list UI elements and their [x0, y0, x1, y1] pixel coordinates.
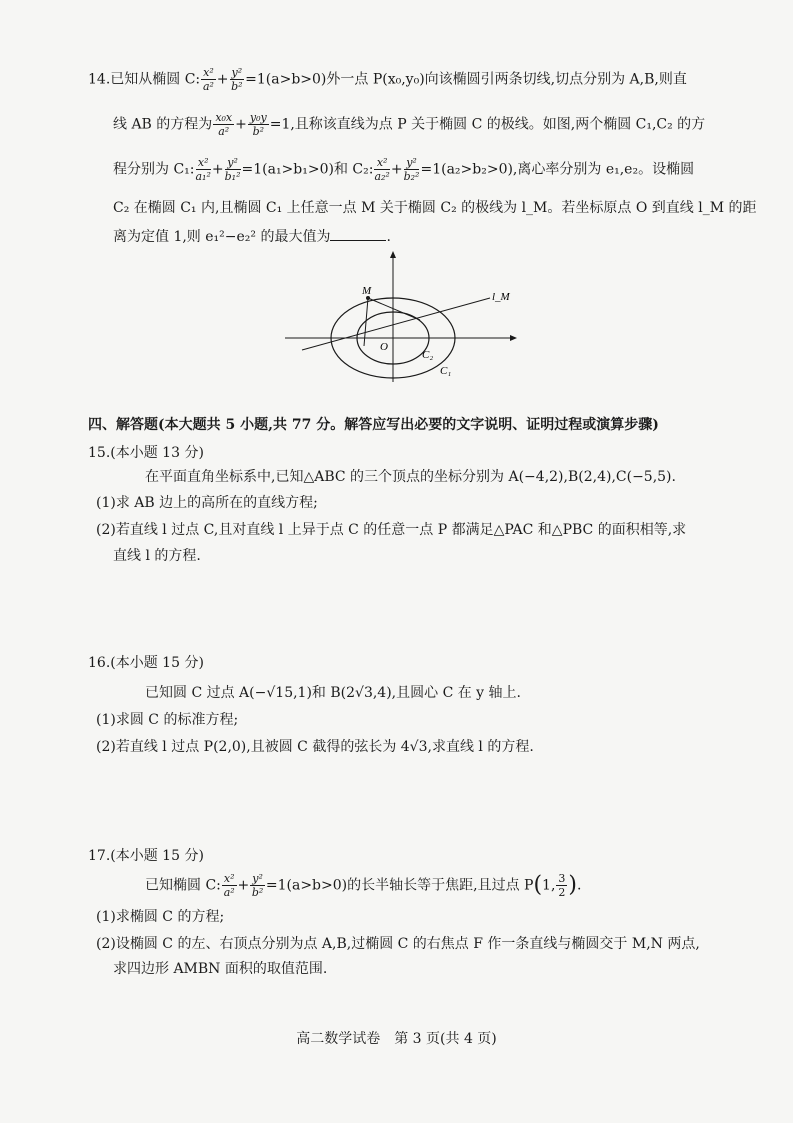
- tangent-line-2: [368, 298, 420, 320]
- q16-part-1: (1)求圆 C 的标准方程;: [96, 712, 239, 728]
- answer-blank: [330, 226, 386, 241]
- q17-part-2b: 求四边形 AMBN 面积的取值范围.: [113, 961, 328, 977]
- q16-head: 16.(本小题 15 分): [88, 655, 204, 671]
- q17-part-1: (1)求椭圆 C 的方程;: [96, 909, 225, 925]
- q14-line-2: 线 AB 的方程为 $\frac{\text{x₀x}}{\text{a²}}$ + $\frac{\text{y₀y}}{\text{b²}}$ =1,且称该直线为点 P 关于椭圆 C 的极线。如图,两个椭圆 C₁,C₂ 的方: [113, 111, 706, 138]
- q14-line-4: C₂ 在椭圆 C₁ 内,且椭圆 C₁ 上任意一点 M 关于椭圆 C₂ 的极线为 l_M。若坐标原点 O 到直线 l_M 的距: [113, 200, 757, 216]
- label-lm: l_M: [492, 291, 510, 303]
- section-heading: 四、解答题(本大题共 5 小题,共 77 分。解答应写出必要的文字说明、证明过程或演算步骤): [88, 417, 659, 433]
- y-axis-arrow: [390, 251, 396, 258]
- label-o: O: [380, 341, 388, 353]
- q14-line-1: 14.已知从椭圆 C: $\frac{\text{x²}}{\text{a²}}$ + $\frac{\text{y²}}{\text{b²}}$ =1(a>b>0)外一点 P(x₀,y₀)向该椭圆引两条切线,切点分别为 A,B,则直: [88, 66, 687, 93]
- x-axis-arrow: [510, 335, 517, 341]
- page-footer: 高二数学试卷 第 3 页(共 4 页): [296, 1031, 497, 1047]
- q15-part-2a: (2)若直线 l 过点 C,且对直线 l 上异于点 C 的任意一点 P 都满足△PAC 和△PBC 的面积相等,求: [96, 522, 687, 538]
- q15-part-1: (1)求 AB 边上的高所在的直线方程;: [96, 495, 318, 511]
- q17-part-2a: (2)设椭圆 C 的左、右顶点分别为点 A,B,过椭圆 C 的右焦点 F 作一条直线与椭圆交于 M,N 两点,: [96, 936, 700, 952]
- q16-part-2: (2)若直线 l 过点 P(2,0),且被圆 C 截得的弦长为 4√3,求直线 l 的方程.: [96, 739, 534, 755]
- q16-stem: 已知圆 C 过点 A(−√15,1)和 B(2√3,4),且圆心 C 在 y 轴上.: [145, 685, 521, 701]
- q14-line-3: 程分别为 C₁: $\frac{\text{x²}}{\text{a₁²}}$ + $\frac{\text{y²}}{\text{b₁²}}$ =1(a₁>b₁>0)和 C₂: $\frac{\text{x²}}{\text{a₂²}}$ + $\frac{\text{y²}}{\text{b₂²}}$ =1(a₂>b₂>0),离心率分别为 e₁,e₂。设椭圆: [113, 156, 695, 183]
- label-m: M: [362, 285, 372, 297]
- polar-line-lm: [302, 298, 490, 350]
- label-c2: C₂: [422, 349, 434, 361]
- q15-part-2b: 直线 l 的方程.: [113, 548, 201, 564]
- q15-head: 15.(本小题 13 分): [88, 445, 204, 461]
- q14-line-5: 离为定值 1,则 e₁²−e₂² 的最大值为 .: [113, 226, 391, 247]
- q17-head: 17.(本小题 15 分): [88, 848, 204, 864]
- ellipse-figure: [280, 250, 520, 385]
- label-c1: C₁: [440, 365, 452, 377]
- q15-stem: 在平面直角坐标系中,已知△ABC 的三个顶点的坐标分别为 A(−4,2),B(2,4),C(−5,5).: [145, 469, 676, 485]
- q17-stem: 已知椭圆 C: $\frac{\text{x²}}{\text{a²}}$ + $\frac{\text{y²}}{\text{b²}}$ =1(a>b>0)的长半轴长等于焦距,且过点 P(1, $\frac{3}{2}$ ).: [145, 872, 582, 899]
